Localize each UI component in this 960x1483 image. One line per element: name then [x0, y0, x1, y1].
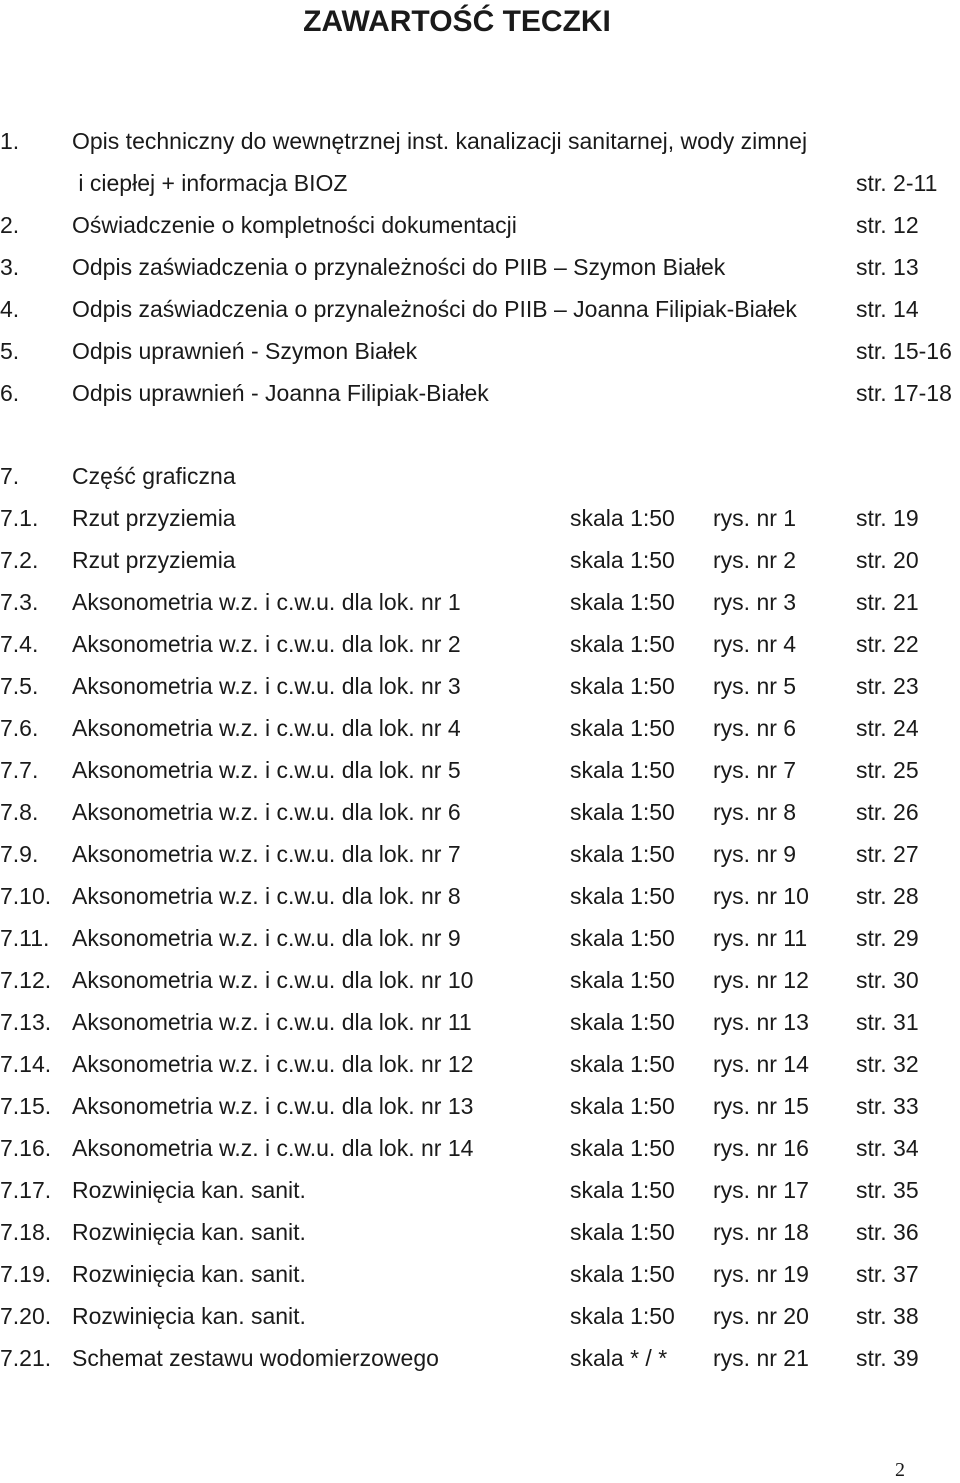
- drawing-number: 7.4.: [0, 631, 39, 657]
- drawing-scale: skala 1:50: [570, 547, 675, 573]
- drawing-description: Rozwinięcia kan. sanit.: [72, 1261, 306, 1287]
- drawing-row: [0, 502, 960, 534]
- drawing-number: 7.12.: [0, 967, 52, 993]
- item-description: Opis techniczny do wewnętrznej inst. kanalizacji sanitarnej, wody zimnej: [72, 128, 808, 154]
- toc-item: [0, 293, 960, 325]
- drawing-scale: skala 1:50: [570, 757, 675, 783]
- drawing-sheet: rys. nr 5: [713, 673, 797, 699]
- drawing-description: Aksonometria w.z. i c.w.u. dla lok. nr 2: [72, 631, 461, 657]
- drawing-scale: skala 1:50: [570, 631, 675, 657]
- item-description: Odpis uprawnień - Szymon Białek: [72, 338, 418, 364]
- drawing-description: Aksonometria w.z. i c.w.u. dla lok. nr 11: [72, 1009, 472, 1035]
- item-page: str. 2-11: [856, 170, 938, 196]
- drawing-scale: skala 1:50: [570, 1219, 675, 1245]
- drawing-page: str. 36: [856, 1219, 919, 1245]
- drawing-scale: skala 1:50: [570, 1051, 675, 1077]
- drawing-row: [0, 1048, 960, 1080]
- drawing-page: str. 26: [856, 799, 919, 825]
- drawing-description: Rozwinięcia kan. sanit.: [72, 1219, 306, 1245]
- drawing-number: 7.17.: [0, 1177, 52, 1203]
- drawing-description: Rzut przyziemia: [72, 547, 236, 573]
- drawing-sheet: rys. nr 16: [713, 1135, 809, 1161]
- item-number: 5.: [0, 338, 20, 364]
- drawing-sheet: rys. nr 9: [713, 841, 797, 867]
- drawing-number: 7.21.: [0, 1345, 52, 1371]
- drawing-description: Aksonometria w.z. i c.w.u. dla lok. nr 9: [72, 925, 461, 951]
- drawing-page: str. 35: [856, 1177, 919, 1203]
- drawing-scale: skala 1:50: [570, 505, 675, 531]
- drawing-page: str. 39: [856, 1345, 919, 1371]
- drawing-description: Schemat zestawu wodomierzowego: [72, 1345, 439, 1371]
- item-number: 4.: [0, 296, 20, 322]
- drawing-sheet: rys. nr 7: [713, 757, 797, 783]
- drawing-number: 7.2.: [0, 547, 39, 573]
- drawing-page: str. 29: [856, 925, 919, 951]
- drawing-page: str. 22: [856, 631, 919, 657]
- drawing-row: [0, 754, 960, 786]
- drawing-row: [0, 1342, 960, 1374]
- drawing-scale: skala 1:50: [570, 883, 675, 909]
- drawing-row: [0, 1300, 960, 1332]
- drawing-scale: skala 1:50: [570, 673, 675, 699]
- drawing-sheet: rys. nr 20: [713, 1303, 809, 1329]
- drawing-number: 7.16.: [0, 1135, 52, 1161]
- drawing-number: 7.8.: [0, 799, 39, 825]
- item-description: Oświadczenie o kompletności dokumentacji: [72, 212, 517, 238]
- drawing-row: [0, 796, 960, 828]
- toc-item: [0, 377, 960, 409]
- item-number: 2.: [0, 212, 20, 238]
- drawing-sheet: rys. nr 18: [713, 1219, 809, 1245]
- drawing-description: Aksonometria w.z. i c.w.u. dla lok. nr 4: [72, 715, 461, 741]
- drawing-description: Aksonometria w.z. i c.w.u. dla lok. nr 13: [72, 1093, 474, 1119]
- drawing-description: Aksonometria w.z. i c.w.u. dla lok. nr 3: [72, 673, 461, 699]
- drawing-description: Aksonometria w.z. i c.w.u. dla lok. nr 7: [72, 841, 461, 867]
- drawing-sheet: rys. nr 8: [713, 799, 797, 825]
- drawing-description: Aksonometria w.z. i c.w.u. dla lok. nr 1: [72, 589, 461, 615]
- drawing-scale: skala * / *: [570, 1345, 668, 1371]
- drawing-page: str. 19: [856, 505, 919, 531]
- drawing-sheet: rys. nr 19: [713, 1261, 809, 1287]
- drawing-sheet: rys. nr 6: [713, 715, 797, 741]
- item-page: str. 14: [856, 296, 919, 322]
- item-description: Odpis uprawnień - Joanna Filipiak-Białek: [72, 380, 489, 406]
- item-description: Odpis zaświadczenia o przynależności do PIIB – Joanna Filipiak-Białek: [72, 296, 797, 322]
- drawing-description: Aksonometria w.z. i c.w.u. dla lok. nr 6: [72, 799, 461, 825]
- drawing-scale: skala 1:50: [570, 589, 675, 615]
- drawing-scale: skala 1:50: [570, 1135, 675, 1161]
- item-number: 1.: [0, 128, 20, 154]
- drawing-row: [0, 838, 960, 870]
- item-page: str. 15-16: [856, 338, 952, 364]
- drawing-sheet: rys. nr 17: [713, 1177, 809, 1203]
- drawing-description: Aksonometria w.z. i c.w.u. dla lok. nr 10: [72, 967, 474, 993]
- drawing-description: Aksonometria w.z. i c.w.u. dla lok. nr 8: [72, 883, 461, 909]
- item-description: i ciepłej + informacja BIOZ: [72, 170, 348, 196]
- drawing-row: [0, 628, 960, 660]
- drawing-row: [0, 544, 960, 576]
- drawing-scale: skala 1:50: [570, 1093, 675, 1119]
- drawing-row: [0, 1258, 960, 1290]
- drawing-sheet: rys. nr 10: [713, 883, 809, 909]
- drawing-page: str. 25: [856, 757, 919, 783]
- drawing-page: str. 30: [856, 967, 919, 993]
- drawing-number: 7.7.: [0, 757, 39, 783]
- toc-item: [0, 209, 960, 241]
- drawing-number: 7.6.: [0, 715, 39, 741]
- drawing-sheet: rys. nr 4: [713, 631, 797, 657]
- drawing-description: Aksonometria w.z. i c.w.u. dla lok. nr 14: [72, 1135, 474, 1161]
- drawing-scale: skala 1:50: [570, 925, 675, 951]
- drawing-number: 7.19.: [0, 1261, 52, 1287]
- drawing-row: [0, 1090, 960, 1122]
- drawing-description: Aksonometria w.z. i c.w.u. dla lok. nr 12: [72, 1051, 474, 1077]
- item-number: 3.: [0, 254, 20, 280]
- drawing-row: [0, 1216, 960, 1248]
- drawing-scale: skala 1:50: [570, 799, 675, 825]
- drawing-number: 7.5.: [0, 673, 39, 699]
- drawing-sheet: rys. nr 3: [713, 589, 797, 615]
- drawing-sheet: rys. nr 2: [713, 547, 797, 573]
- drawing-row: [0, 1174, 960, 1206]
- page-title: ZAWARTOŚĆ TECZKI: [303, 5, 611, 38]
- drawing-page: str. 20: [856, 547, 919, 573]
- drawing-number: 7.1.: [0, 505, 39, 531]
- item-number: 6.: [0, 380, 20, 406]
- drawing-page: str. 21: [856, 589, 919, 615]
- item-page: str. 12: [856, 212, 919, 238]
- drawing-description: Rozwinięcia kan. sanit.: [72, 1177, 306, 1203]
- drawing-scale: skala 1:50: [570, 1009, 675, 1035]
- drawing-sheet: rys. nr 12: [713, 967, 809, 993]
- drawing-scale: skala 1:50: [570, 967, 675, 993]
- drawing-page: str. 27: [856, 841, 919, 867]
- drawing-page: str. 33: [856, 1093, 919, 1119]
- drawing-page: str. 38: [856, 1303, 919, 1329]
- page-number: 2: [895, 1459, 905, 1481]
- toc-item: [0, 251, 960, 283]
- drawing-scale: skala 1:50: [570, 1177, 675, 1203]
- section-number: 7.: [0, 463, 20, 489]
- drawing-number: 7.13.: [0, 1009, 52, 1035]
- drawing-number: 7.15.: [0, 1093, 52, 1119]
- item-page: str. 17-18: [856, 380, 952, 406]
- drawing-page: str. 28: [856, 883, 919, 909]
- item-description: Odpis zaświadczenia o przynależności do PIIB – Szymon Białek: [72, 254, 726, 280]
- drawing-row: [0, 586, 960, 618]
- drawing-row: [0, 880, 960, 912]
- drawing-page: str. 34: [856, 1135, 919, 1161]
- drawing-number: 7.11.: [0, 925, 50, 951]
- section-title: Część graficzna: [72, 463, 236, 489]
- drawing-sheet: rys. nr 15: [713, 1093, 809, 1119]
- drawing-scale: skala 1:50: [570, 841, 675, 867]
- drawing-page: str. 37: [856, 1261, 919, 1287]
- drawing-sheet: rys. nr 1: [713, 505, 797, 531]
- drawing-row: [0, 1132, 960, 1164]
- drawing-page: str. 32: [856, 1051, 919, 1077]
- toc-item: [0, 125, 960, 157]
- drawing-number: 7.14.: [0, 1051, 52, 1077]
- drawing-sheet: rys. nr 11: [713, 925, 808, 951]
- drawing-number: 7.10.: [0, 883, 52, 909]
- drawing-number: 7.18.: [0, 1219, 52, 1245]
- section-heading: [0, 460, 960, 492]
- drawing-scale: skala 1:50: [570, 1303, 675, 1329]
- drawing-sheet: rys. nr 13: [713, 1009, 809, 1035]
- drawing-number: 7.3.: [0, 589, 39, 615]
- drawing-number: 7.20.: [0, 1303, 52, 1329]
- drawing-row: [0, 1006, 960, 1038]
- drawing-row: [0, 922, 960, 954]
- drawing-page: str. 23: [856, 673, 919, 699]
- drawing-sheet: rys. nr 21: [713, 1345, 809, 1371]
- drawing-scale: skala 1:50: [570, 715, 675, 741]
- toc-item: [0, 167, 960, 199]
- drawing-description: Aksonometria w.z. i c.w.u. dla lok. nr 5: [72, 757, 461, 783]
- toc-item: [0, 335, 960, 367]
- item-page: str. 13: [856, 254, 919, 280]
- drawing-row: [0, 712, 960, 744]
- drawing-scale: skala 1:50: [570, 1261, 675, 1287]
- drawing-number: 7.9.: [0, 841, 39, 867]
- drawing-sheet: rys. nr 14: [713, 1051, 809, 1077]
- drawing-description: Rozwinięcia kan. sanit.: [72, 1303, 306, 1329]
- drawing-page: str. 24: [856, 715, 919, 741]
- drawing-row: [0, 964, 960, 996]
- drawing-row: [0, 670, 960, 702]
- drawing-description: Rzut przyziemia: [72, 505, 236, 531]
- drawing-page: str. 31: [856, 1009, 919, 1035]
